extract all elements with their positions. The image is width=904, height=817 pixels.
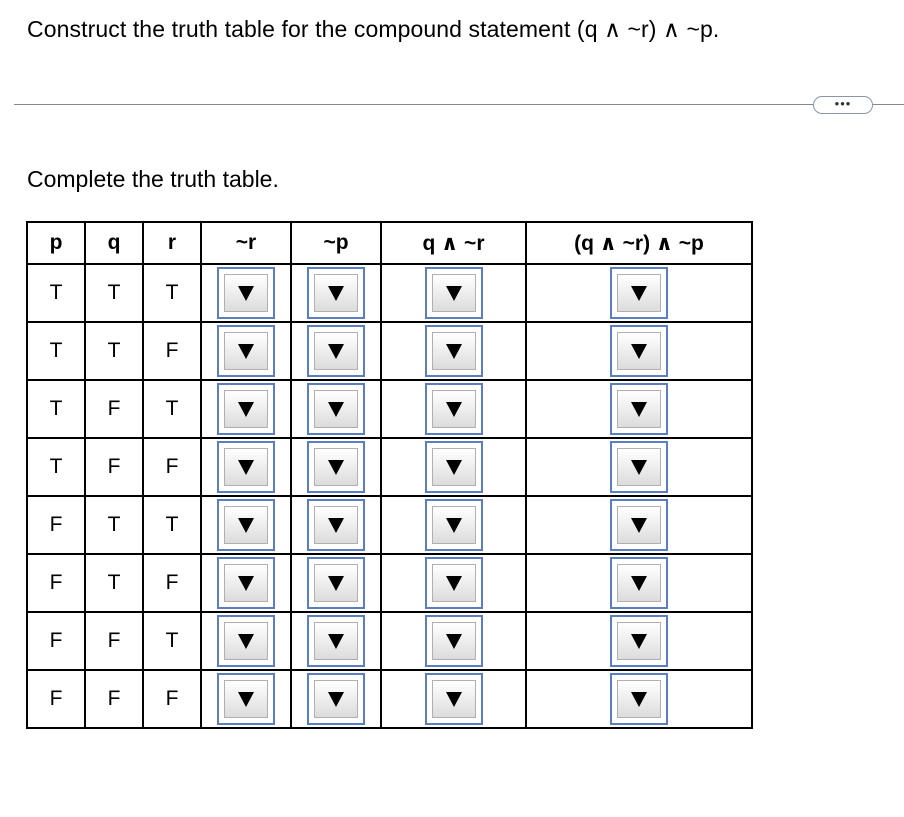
dropdown-arrow-button[interactable]	[224, 564, 268, 602]
caret-down-icon	[446, 460, 462, 475]
caret-down-icon	[328, 518, 344, 533]
cell-p: F	[27, 496, 85, 554]
dropdown-arrow-button[interactable]	[314, 390, 358, 428]
compound-dropdown[interactable]	[610, 267, 668, 319]
dropdown-arrow-button[interactable]	[617, 448, 661, 486]
caret-down-icon	[328, 634, 344, 649]
compound-dropdown[interactable]	[610, 615, 668, 667]
not-r-dropdown[interactable]	[217, 383, 275, 435]
caret-down-icon	[328, 344, 344, 359]
q-and-not-r-dropdown[interactable]	[425, 499, 483, 551]
caret-down-icon	[446, 634, 462, 649]
caret-down-icon	[631, 518, 647, 533]
question-text: Construct the truth table for the compound statement (q ∧ ~r) ∧ ~p.	[27, 16, 720, 42]
cell-p: T	[27, 322, 85, 380]
header-p: p	[27, 222, 85, 264]
cell-q: T	[85, 496, 143, 554]
caret-down-icon	[631, 576, 647, 591]
not-r-dropdown[interactable]	[217, 499, 275, 551]
dropdown-arrow-button[interactable]	[314, 564, 358, 602]
not-r-dropdown[interactable]	[217, 267, 275, 319]
dropdown-arrow-button[interactable]	[432, 622, 476, 660]
dropdown-arrow-button[interactable]	[224, 448, 268, 486]
table-row	[27, 496, 752, 554]
caret-down-icon	[631, 402, 647, 417]
dropdown-arrow-button[interactable]	[617, 564, 661, 602]
header-q-and-not-r: q ∧ ~r	[381, 222, 526, 264]
q-and-not-r-dropdown[interactable]	[425, 557, 483, 609]
dropdown-arrow-button[interactable]	[432, 448, 476, 486]
q-and-not-r-dropdown[interactable]	[425, 325, 483, 377]
caret-down-icon	[446, 576, 462, 591]
table-row	[27, 670, 752, 728]
compound-dropdown[interactable]	[610, 325, 668, 377]
caret-down-icon	[631, 634, 647, 649]
dropdown-arrow-button[interactable]	[617, 506, 661, 544]
dropdown-arrow-button[interactable]	[617, 274, 661, 312]
not-p-dropdown[interactable]	[307, 499, 365, 551]
q-and-not-r-dropdown[interactable]	[425, 441, 483, 493]
cell-p: F	[27, 612, 85, 670]
caret-down-icon	[631, 286, 647, 301]
table-row	[27, 612, 752, 670]
dropdown-arrow-button[interactable]	[432, 506, 476, 544]
dropdown-arrow-button[interactable]	[432, 332, 476, 370]
dropdown-arrow-button[interactable]	[224, 680, 268, 718]
dropdown-arrow-button[interactable]	[224, 274, 268, 312]
caret-down-icon	[238, 344, 254, 359]
caret-down-icon	[631, 692, 647, 707]
not-p-dropdown[interactable]	[307, 557, 365, 609]
truth-table	[26, 221, 753, 729]
caret-down-icon	[238, 692, 254, 707]
table-row	[27, 554, 752, 612]
q-and-not-r-dropdown[interactable]	[425, 267, 483, 319]
table-row	[27, 380, 752, 438]
header-r: r	[143, 222, 201, 264]
caret-down-icon	[238, 460, 254, 475]
instruction-text: Complete the truth table.	[27, 166, 279, 192]
dropdown-arrow-button[interactable]	[224, 390, 268, 428]
caret-down-icon	[446, 518, 462, 533]
not-p-dropdown[interactable]	[307, 441, 365, 493]
dropdown-arrow-button[interactable]	[617, 332, 661, 370]
caret-down-icon	[238, 402, 254, 417]
table-row	[27, 322, 752, 380]
compound-dropdown[interactable]	[610, 441, 668, 493]
caret-down-icon	[328, 460, 344, 475]
cell-q: F	[85, 670, 143, 728]
more-options-button[interactable]: •••	[813, 96, 873, 114]
caret-down-icon	[238, 518, 254, 533]
not-p-dropdown[interactable]	[307, 325, 365, 377]
caret-down-icon	[238, 576, 254, 591]
dropdown-arrow-button[interactable]	[432, 274, 476, 312]
caret-down-icon	[238, 634, 254, 649]
dropdown-arrow-button[interactable]	[314, 274, 358, 312]
not-r-dropdown[interactable]	[217, 615, 275, 667]
caret-down-icon	[631, 460, 647, 475]
cell-r: F	[143, 670, 201, 728]
dropdown-arrow-button[interactable]	[617, 622, 661, 660]
caret-down-icon	[328, 692, 344, 707]
table-row	[27, 264, 752, 322]
header-compound: (q ∧ ~r) ∧ ~p	[526, 222, 752, 264]
cell-q: F	[85, 438, 143, 496]
cell-r: F	[143, 554, 201, 612]
q-and-not-r-dropdown[interactable]	[425, 383, 483, 435]
not-p-dropdown[interactable]	[307, 267, 365, 319]
dropdown-arrow-button[interactable]	[432, 680, 476, 718]
not-p-dropdown[interactable]	[307, 615, 365, 667]
compound-dropdown[interactable]	[610, 383, 668, 435]
dropdown-arrow-button[interactable]	[617, 390, 661, 428]
caret-down-icon	[446, 692, 462, 707]
cell-q: F	[85, 380, 143, 438]
cell-p: F	[27, 554, 85, 612]
cell-q: F	[85, 612, 143, 670]
header-not-p: ~p	[291, 222, 381, 264]
cell-p: T	[27, 438, 85, 496]
not-r-dropdown[interactable]	[217, 325, 275, 377]
header-not-r: ~r	[201, 222, 291, 264]
cell-r: T	[143, 496, 201, 554]
cell-q: T	[85, 322, 143, 380]
header-q: q	[85, 222, 143, 264]
caret-down-icon	[446, 402, 462, 417]
not-p-dropdown[interactable]	[307, 383, 365, 435]
cell-r: F	[143, 322, 201, 380]
caret-down-icon	[446, 286, 462, 301]
divider	[14, 104, 904, 105]
caret-down-icon	[238, 286, 254, 301]
cell-p: F	[27, 670, 85, 728]
dropdown-arrow-button[interactable]	[224, 506, 268, 544]
not-p-dropdown[interactable]	[307, 673, 365, 725]
cell-r: T	[143, 612, 201, 670]
dropdown-arrow-button[interactable]	[224, 332, 268, 370]
cell-q: T	[85, 264, 143, 322]
cell-r: T	[143, 380, 201, 438]
dropdown-arrow-button[interactable]	[314, 332, 358, 370]
cell-q: T	[85, 554, 143, 612]
cell-p: T	[27, 264, 85, 322]
caret-down-icon	[446, 344, 462, 359]
cell-r: T	[143, 264, 201, 322]
cell-p: T	[27, 380, 85, 438]
compound-dropdown[interactable]	[610, 673, 668, 725]
cell-r: F	[143, 438, 201, 496]
caret-down-icon	[328, 402, 344, 417]
dropdown-arrow-button[interactable]	[224, 622, 268, 660]
compound-dropdown[interactable]	[610, 557, 668, 609]
header-row	[27, 222, 752, 264]
not-r-dropdown[interactable]	[217, 557, 275, 609]
table-row	[27, 438, 752, 496]
dropdown-arrow-button[interactable]	[314, 622, 358, 660]
q-and-not-r-dropdown[interactable]	[425, 615, 483, 667]
dropdown-arrow-button[interactable]	[314, 680, 358, 718]
caret-down-icon	[328, 286, 344, 301]
caret-down-icon	[631, 344, 647, 359]
dropdown-arrow-button[interactable]	[314, 506, 358, 544]
not-r-dropdown[interactable]	[217, 441, 275, 493]
caret-down-icon	[328, 576, 344, 591]
compound-dropdown[interactable]	[610, 499, 668, 551]
dropdown-arrow-button[interactable]	[617, 680, 661, 718]
not-r-dropdown[interactable]	[217, 673, 275, 725]
dropdown-arrow-button[interactable]	[432, 390, 476, 428]
q-and-not-r-dropdown[interactable]	[425, 673, 483, 725]
dropdown-arrow-button[interactable]	[314, 448, 358, 486]
dropdown-arrow-button[interactable]	[432, 564, 476, 602]
